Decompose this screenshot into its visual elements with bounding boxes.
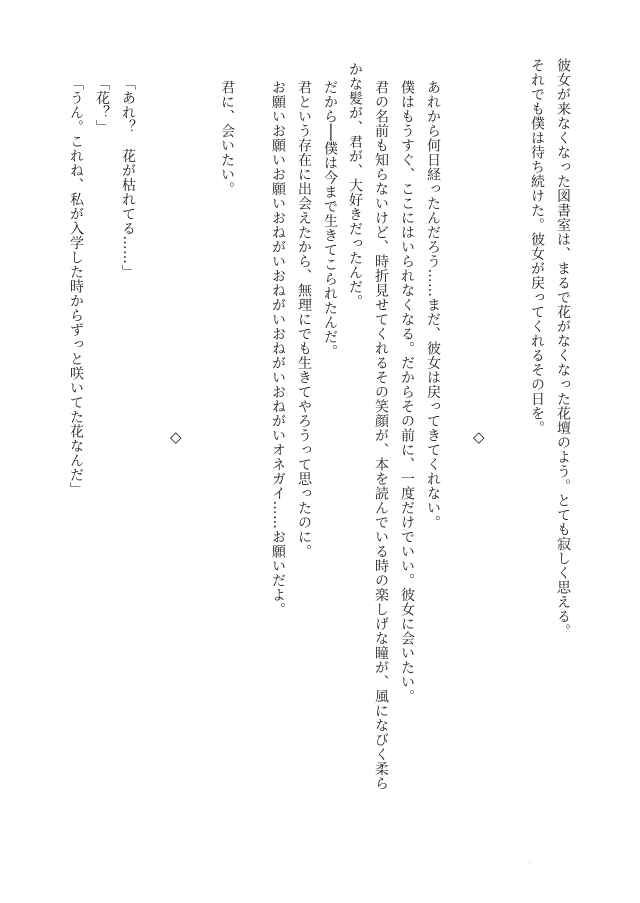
text-line-9: お願いお願いお願いおねがいおねがいおねがいおねがいオネガイ……お願いだよ。 (270, 80, 286, 617)
text-line-1: 彼女が来なくなった図書室は、まるで花がなくなった花壇のよう。とても寂しく思える。 (555, 58, 571, 638)
text-line-3: あれから何日経ったんだろう……まだ、彼女は戻ってきてくれない。 (425, 80, 441, 530)
text-line-12: 「花？」 (94, 76, 110, 134)
text-line-2: それでも僕は待ち続けた。彼女が戻ってくれるその日を。 (529, 58, 545, 435)
text-line-7: だから──僕は今まで生きてこられたんだ。 (322, 80, 338, 359)
text-line-11: 「あれ？ 花が枯れてる……」 (120, 76, 136, 279)
text-line-13: 「うん。これね、私が入学した時からずっと咲いてた花なんだ」 (68, 76, 84, 497)
scan-speck (529, 862, 530, 863)
text-line-6: かな髪が、君が、大好きだったんだ。 (347, 62, 363, 309)
section-break-2: ◇ (170, 428, 182, 446)
section-break-1: ◇ (473, 428, 485, 446)
text-line-4: 僕はもうすぐ、ここにはいられなくなる。だからその前に、一度だけでいい。彼女に会いたい。 (399, 80, 415, 704)
text-line-8: 君という存在に出会えたから、無理にでも生きてやろうって思ったのに。 (296, 80, 312, 559)
text-line-5: 君の名前も知らないけど、時折見せてくれるその笑顔が、本を読んでいる時の楽しげな瞳が、風になびく柔ら (373, 80, 389, 791)
text-line-10: 君に、会いたい。 (219, 80, 235, 196)
